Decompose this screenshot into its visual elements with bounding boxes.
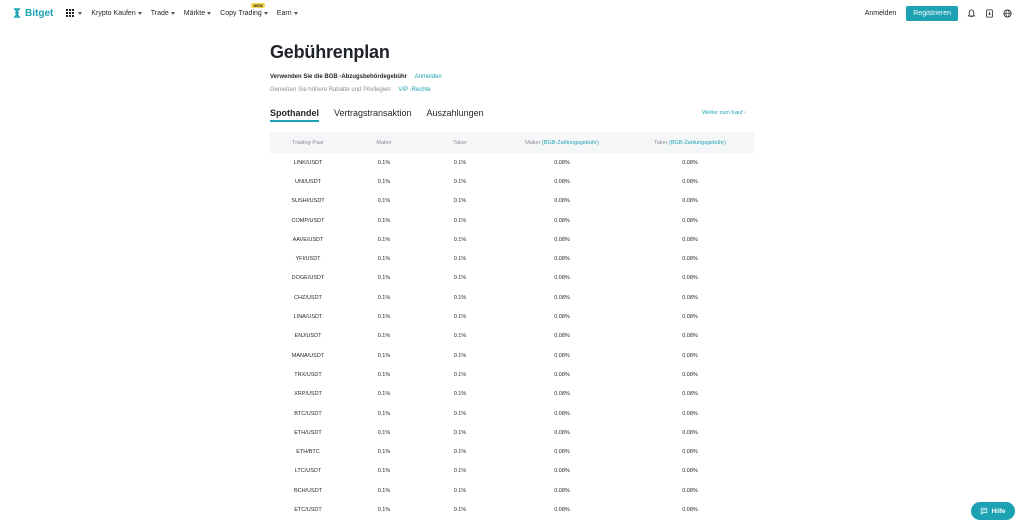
cell-maker-bgb: 0.08% <box>554 429 570 436</box>
cell-maker: 0.1% <box>377 468 391 475</box>
cell-taker-bgb: 0.08% <box>682 468 698 475</box>
chevron-down-icon <box>264 12 268 15</box>
cell-taker: 0.1% <box>453 178 467 185</box>
nav-krypto-kaufen[interactable] <box>91 10 141 17</box>
cell-taker: 0.1% <box>453 217 467 224</box>
table-row <box>270 269 754 288</box>
cell-maker-bgb: 0.08% <box>554 371 570 378</box>
chevron-down-icon <box>138 12 142 15</box>
table-row <box>270 288 754 307</box>
cell-taker: 0.1% <box>453 275 467 282</box>
cell-taker: 0.1% <box>453 371 467 378</box>
vip-text: Genießen Sie höhere Rabatte und Privilegien <box>270 87 391 93</box>
help-label: Hilfe <box>991 507 1006 515</box>
cell-taker: 0.1% <box>453 410 467 417</box>
cell-taker: 0.1% <box>453 429 467 436</box>
cell-trading-pair: BTC/USDT <box>294 410 322 417</box>
chat-icon <box>980 507 988 515</box>
table-row <box>270 192 754 211</box>
cell-maker: 0.1% <box>377 333 391 340</box>
header-maker-bgb-link[interactable]: (BGB-Zahlungsgebühr) <box>541 139 599 146</box>
cell-maker-bgb: 0.08% <box>554 159 570 166</box>
table-row <box>270 404 754 423</box>
apps-menu-button[interactable] <box>66 9 82 17</box>
cell-maker-bgb: 0.08% <box>554 333 570 340</box>
table-header <box>270 132 754 153</box>
cell-maker: 0.1% <box>377 410 391 417</box>
cell-taker-bgb: 0.08% <box>682 487 698 494</box>
cell-taker-bgb: 0.08% <box>682 314 698 321</box>
header-maker-bgb-prefix: Maker <box>525 139 542 146</box>
cell-maker: 0.1% <box>377 506 391 513</box>
cell-taker-bgb: 0.08% <box>682 198 698 205</box>
chevron-down-icon <box>294 12 298 15</box>
nav-label: Märkte <box>183 9 206 17</box>
logo-text: Bitget <box>25 7 54 19</box>
login-link[interactable]: Anmelden <box>864 9 897 17</box>
table-row <box>270 385 754 404</box>
cell-trading-pair: CHZ/USDT <box>294 294 322 301</box>
cell-maker: 0.1% <box>377 429 391 436</box>
table-row <box>270 230 754 249</box>
cell-maker: 0.1% <box>377 256 391 263</box>
help-button[interactable] <box>971 502 1015 520</box>
cell-taker: 0.1% <box>453 314 467 321</box>
top-navigation-bar <box>0 0 1024 26</box>
fee-schedule-content <box>270 42 754 520</box>
nav-label: Copy Trading <box>220 9 262 17</box>
vip-line <box>270 87 754 93</box>
chevron-right-icon: › <box>744 110 746 116</box>
cell-maker-bgb: 0.08% <box>554 256 570 263</box>
cell-maker: 0.1% <box>377 217 391 224</box>
cell-maker-bgb: 0.08% <box>554 198 570 205</box>
table-row <box>270 365 754 384</box>
continue-to-buy-link[interactable] <box>702 110 746 116</box>
header-taker-bgb-prefix: Taker <box>654 139 670 146</box>
cell-trading-pair: LINA/USDT <box>293 314 323 321</box>
cell-taker-bgb: 0.08% <box>682 236 698 243</box>
bitget-logo[interactable] <box>12 8 53 19</box>
cell-taker: 0.1% <box>453 256 467 263</box>
cell-maker-bgb: 0.08% <box>554 294 570 301</box>
cell-maker: 0.1% <box>377 314 391 321</box>
cell-taker-bgb: 0.08% <box>682 275 698 282</box>
cell-maker: 0.1% <box>377 449 391 456</box>
cell-trading-pair: LTC/USDT <box>294 468 322 475</box>
table-row <box>270 346 754 365</box>
page-title: Gebührenplan <box>270 42 390 62</box>
cell-trading-pair: ETH/USDT <box>294 429 322 436</box>
main-nav <box>91 2 297 17</box>
table-row <box>270 500 754 519</box>
table-body <box>270 153 754 520</box>
cell-maker-bgb: 0.08% <box>554 468 570 475</box>
header-taker-bgb-link[interactable]: (BGB-Zahlungsgebühr) <box>669 139 726 146</box>
cell-taker-bgb: 0.08% <box>682 294 698 301</box>
cell-taker-bgb: 0.08% <box>682 506 698 513</box>
header-actions <box>865 6 1012 21</box>
cell-taker: 0.1% <box>453 333 467 340</box>
cell-maker-bgb: 0.08% <box>554 178 570 185</box>
header-taker: Taker <box>453 139 467 146</box>
cell-maker-bgb: 0.08% <box>554 236 570 243</box>
cell-maker: 0.1% <box>377 178 391 185</box>
cell-taker-bgb: 0.08% <box>682 178 698 185</box>
cell-maker-bgb: 0.08% <box>554 217 570 224</box>
buy-link-label: Weiter zum Kauf <box>702 110 743 116</box>
nav-earn[interactable] <box>277 10 298 17</box>
cell-taker: 0.1% <box>453 391 467 398</box>
cell-taker: 0.1% <box>453 449 467 456</box>
cell-maker: 0.1% <box>377 371 391 378</box>
cell-trading-pair: UNI/USDT <box>295 178 321 185</box>
cell-maker-bgb: 0.08% <box>554 410 570 417</box>
table-row <box>270 172 754 191</box>
cell-taker-bgb: 0.08% <box>682 371 698 378</box>
cell-maker-bgb: 0.08% <box>554 506 570 513</box>
bitget-logo-icon <box>12 8 22 18</box>
cell-maker: 0.1% <box>377 294 391 301</box>
cell-taker-bgb: 0.08% <box>682 391 698 398</box>
cell-maker: 0.1% <box>377 487 391 494</box>
cell-trading-pair: XRP/USDT <box>294 391 322 398</box>
cell-trading-pair: LINK/USDT <box>293 159 323 166</box>
table-row <box>270 153 754 172</box>
header-maker-bgb <box>498 140 626 146</box>
cell-trading-pair: ETC/USDT <box>294 506 322 513</box>
nav-maerkte[interactable] <box>184 10 211 17</box>
cell-taker-bgb: 0.08% <box>682 352 698 359</box>
table-row <box>270 327 754 346</box>
bell-icon[interactable] <box>966 8 976 18</box>
cell-trading-pair: DOGE/USDT <box>291 275 325 282</box>
apps-grid-icon <box>66 9 74 17</box>
cell-taker-bgb: 0.08% <box>682 410 698 417</box>
cell-maker: 0.1% <box>377 391 391 398</box>
new-badge: NEW <box>253 2 263 8</box>
header-maker: Maker <box>376 139 392 146</box>
nav-label: Earn <box>276 9 292 17</box>
cell-taker: 0.1% <box>453 468 467 475</box>
cell-trading-pair: BCH/USDT <box>293 487 323 494</box>
nav-label: Krypto Kaufen <box>91 9 136 17</box>
vip-rights-link[interactable]: VIP -Rechte <box>398 87 431 93</box>
chevron-down-icon <box>207 12 211 15</box>
cell-taker-bgb: 0.08% <box>682 256 698 263</box>
cell-trading-pair: ETH/BTC <box>296 449 320 456</box>
cell-taker: 0.1% <box>453 352 467 359</box>
cell-trading-pair: SUSHI/USDT <box>291 198 325 205</box>
cell-trading-pair: ENJ/USDT <box>294 333 322 340</box>
cell-maker: 0.1% <box>377 198 391 205</box>
cell-taker: 0.1% <box>453 159 467 166</box>
cell-maker-bgb: 0.08% <box>554 487 570 494</box>
table-row <box>270 423 754 442</box>
cell-maker-bgb: 0.08% <box>554 391 570 398</box>
globe-icon[interactable] <box>1002 8 1012 18</box>
cell-trading-pair: COMP/USDT <box>291 217 325 224</box>
cell-trading-pair: MANA/USDT <box>291 352 325 359</box>
register-button[interactable]: Registrieren <box>906 6 958 21</box>
cell-taker: 0.1% <box>453 506 467 513</box>
header-taker-bgb <box>626 140 754 146</box>
table-row <box>270 481 754 500</box>
cell-trading-pair: AAVE/USDT <box>292 236 324 243</box>
cell-trading-pair: YFI/USDT <box>295 256 321 263</box>
cell-taker-bgb: 0.08% <box>682 333 698 340</box>
nav-copy-trading[interactable] <box>220 2 268 17</box>
table-row <box>270 462 754 481</box>
cell-trading-pair: TRX/USDT <box>294 371 322 378</box>
cell-maker-bgb: 0.08% <box>554 352 570 359</box>
cell-taker: 0.1% <box>453 198 467 205</box>
tab-spothandel[interactable]: Spothandel <box>270 108 319 122</box>
bgb-deduction-text: Verwenden Sie die BGB -Abzugsbehördegebühr <box>270 74 408 80</box>
chevron-down-icon <box>78 12 82 15</box>
cell-taker-bgb: 0.08% <box>682 429 698 436</box>
tab-auszahlungen[interactable]: Auszahlungen <box>426 108 484 118</box>
nav-trade[interactable] <box>151 10 175 17</box>
nav-label: Trade <box>150 9 169 17</box>
cell-maker: 0.1% <box>377 275 391 282</box>
cell-maker-bgb: 0.08% <box>554 449 570 456</box>
cell-taker: 0.1% <box>453 294 467 301</box>
download-icon[interactable] <box>984 8 994 18</box>
table-row <box>270 211 754 230</box>
cell-taker: 0.1% <box>453 236 467 243</box>
tab-vertragstransaktion[interactable]: Vertragstransaktion <box>334 108 412 118</box>
fee-table <box>270 132 754 520</box>
table-row <box>270 249 754 268</box>
cell-taker-bgb: 0.08% <box>682 159 698 166</box>
cell-taker-bgb: 0.08% <box>682 217 698 224</box>
table-row <box>270 442 754 461</box>
cell-taker-bgb: 0.08% <box>682 449 698 456</box>
cell-maker: 0.1% <box>377 236 391 243</box>
cell-maker: 0.1% <box>377 159 391 166</box>
chevron-down-icon <box>171 12 175 15</box>
table-row <box>270 307 754 326</box>
cell-maker: 0.1% <box>377 352 391 359</box>
cell-taker: 0.1% <box>453 487 467 494</box>
header-trading-pair: Trading-Paar <box>292 139 324 146</box>
cell-maker-bgb: 0.08% <box>554 275 570 282</box>
bgb-deduction-line <box>270 74 754 80</box>
fee-tabs <box>270 108 754 124</box>
cell-maker-bgb: 0.08% <box>554 314 570 321</box>
bgb-login-link[interactable]: Anmelden <box>414 74 442 80</box>
